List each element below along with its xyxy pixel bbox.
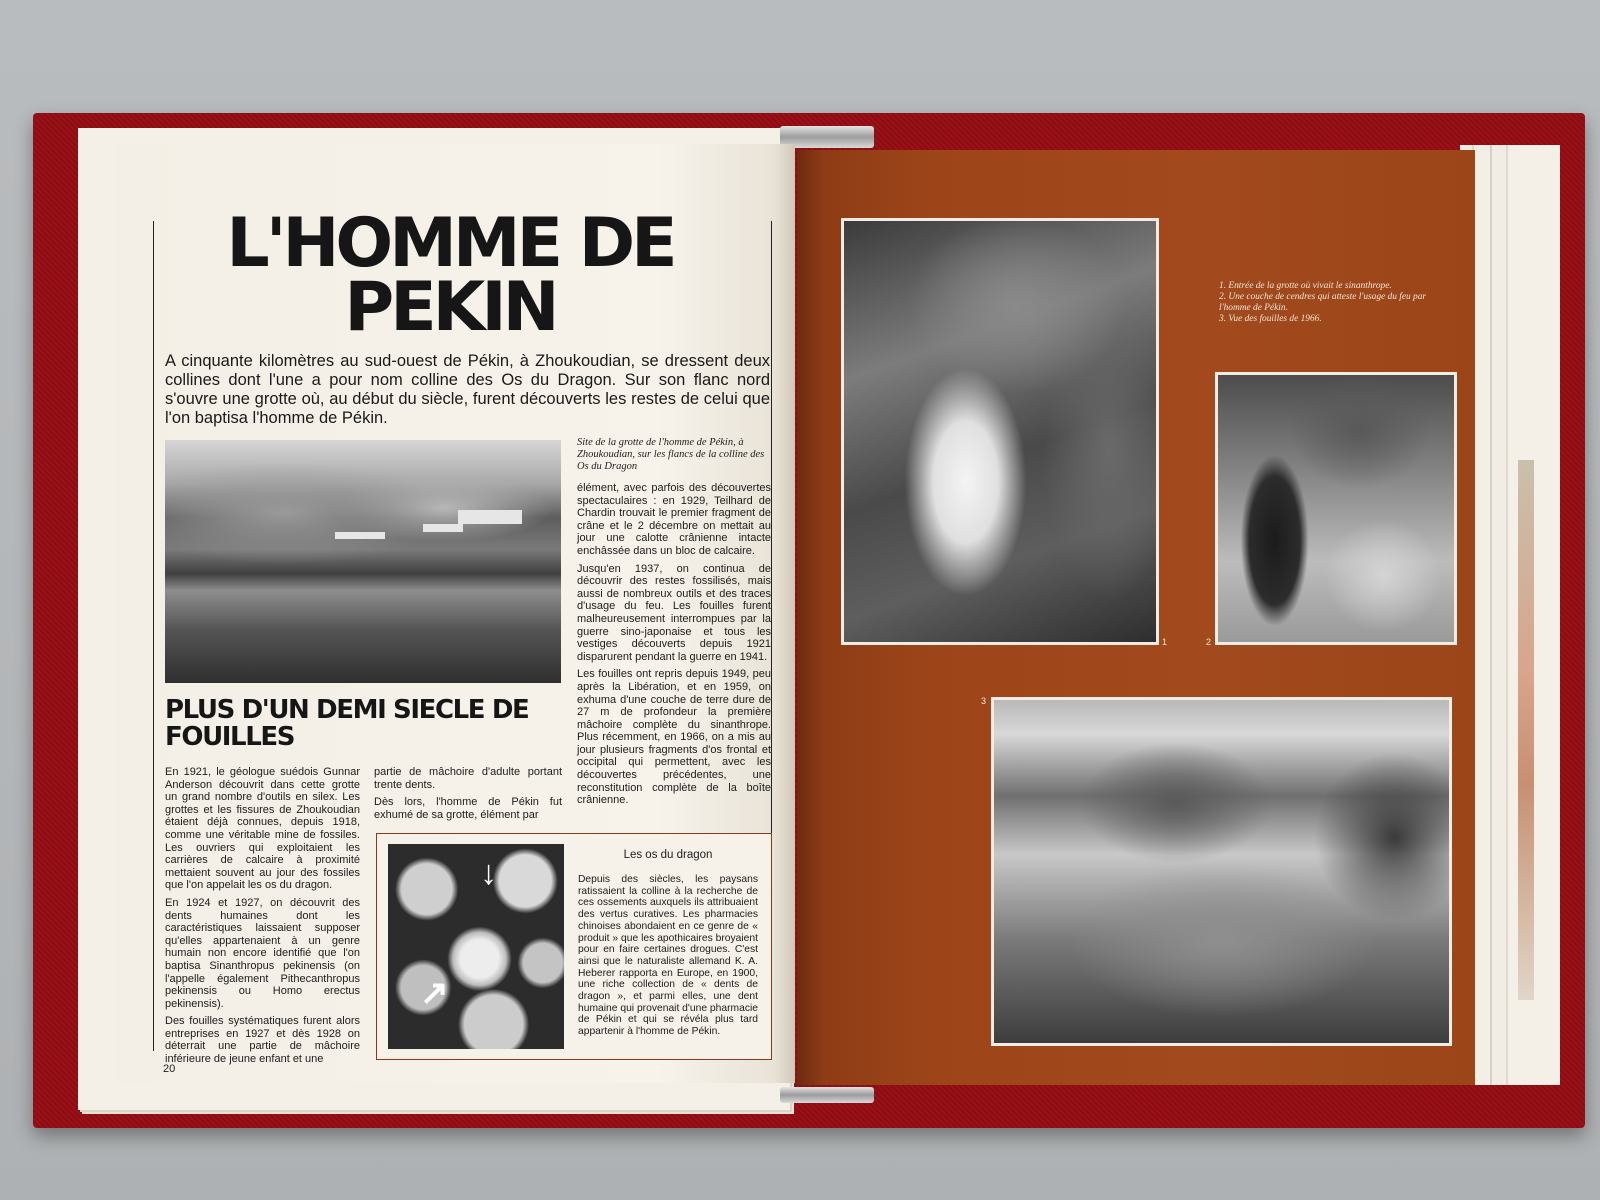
valley-photo-caption: Site de la grotte de l'homme de Pékin, à Zhoukoudian, sur les flancs de la colline des Os du Dragon (577, 437, 765, 472)
cave-entrance-photo (841, 218, 1159, 645)
paragraph: partie de mâchoire d'adulte portant trente dents. (374, 766, 562, 791)
page-stack-right (1460, 145, 1560, 1085)
photo-number: 3 (981, 696, 987, 706)
down-arrow-icon: ↓ (480, 854, 497, 892)
article-column-b (374, 766, 562, 826)
paragraph: Jusqu'en 1937, on continua de découvrir des restes fossilisés, mais aussi de nombreux outils et des traces d'usage du feu. Les fouilles furent malheureusement interrompues par la guerre sino-japonaise et tous les vestiges découverts depuis 1921 disparurent pendant la guerre en 1941. (577, 562, 771, 663)
caption-line: 2. Une couche de cendres qui atteste l'usage du feu par l'homme de Pékin. (1219, 292, 1427, 313)
paragraph: Dès lors, l'homme de Pékin fut exhumé de sa grotte, élément par (374, 796, 562, 821)
column-rule-left (153, 221, 154, 1051)
paragraph: En 1924 et 1927, on découvrit des dents humaines dont les caractéristiques laissaient supposer qu'elles appartenaient à un genre humain non encore identifié que l'on baptisa Sinanthropus pekinensis (on l'appelle également Pithecanthropus pekinensis ou Homo erectus pekinensis). (165, 896, 360, 1010)
section-subtitle: PLUS D'UN DEMI SIECLE DE FOUILLES (165, 695, 529, 752)
photo-number: 2 (1206, 637, 1212, 647)
lead-paragraph: A cinquante kilomètres au sud-ouest de Pékin, à Zhoukoudian, se dressent deux collines dont l'une a pour nom colline des Os du Dragon. Sur son flanc nord s'ouvre une grotte où, au début du siècle, furent découverts les restes de celui que l'on baptisa l'homme de Pékin. (165, 352, 770, 427)
dragon-bones-photo (388, 844, 564, 1049)
paragraph: Des fouilles systématiques furent alors entreprises en 1927 et dès 1928 on déterrait une partie de mâchoire inférieure de jeune enfant et une (165, 1015, 360, 1066)
page-number: 20 (163, 1063, 176, 1075)
paragraph: élément, avec parfois des découvertes spectaculaires : en 1929, Teilhard de Chardin trouvait le premier fragment de crâne et le 2 décembre on mettait au jour une calotte crânienne intacte enchâssée dans un bloc de calcaire. (577, 482, 771, 557)
page-title: L'HOMME DE PEKIN (226, 204, 674, 347)
excavation-1966-photo (991, 697, 1452, 1046)
spine-binding-bottom (780, 1087, 874, 1103)
sidebar-title: Les os du dragon (623, 849, 713, 861)
photo-number: 1 (1162, 637, 1168, 647)
paragraph: Les fouilles ont repris depuis 1949, peu après la Libération, et en 1959, on exhuma d'une couche de terre dure de 27 m de profondeur la première mâchoire complète du sinanthrope. Plus récemment, en 1966, on a mis au jour plusieurs fragments d'os frontal et occipital qui permettent, avec les découvertes précédentes, une reconstitution complète de la boîte crânienne. (577, 668, 771, 807)
ash-layer-photo (1215, 372, 1457, 645)
valley-photo (165, 440, 561, 683)
sidebar-text: Depuis des siècles, les paysans ratissaient la colline à la recherche de ces ossements auxquels ils attribuaient des vertus curatives. Les pharmacies chinoises abondaient en ce genre de « produit » que les apothicaires broyaient pour en faire certaines drogues. C'est ainsi que le naturaliste allemand K. A. Heberer rapporta en Europe, en 1900, une riche collection de « dents de dragon », et parmi elles, une dent humaine qui provenait d'une pharmacie de Pékin et qui se révéla plus tard appartenir à l'homme de Pékin. (578, 874, 758, 1038)
article-column-a (165, 766, 360, 1071)
caption-line: 3. Vue des fouilles de 1966. (1219, 314, 1322, 324)
page-edge-image (1518, 460, 1534, 1000)
article-column-right (577, 482, 771, 812)
paragraph: En 1921, le géologue suédois Gunnar Anderson découvrit dans cette grotte un grand nombre d'outils en silex. Les grottes et les fissures de Zhoukoudian étaient déjà connues, depuis 1918, comme une véritable mine de fossiles. Les ouvriers qui exploitaient les carrières de calcaire à proximité mettaient souvent au jour des fossiles que l'on appelait les os du dragon. (165, 766, 360, 892)
up-right-arrow-icon: ↗ (420, 974, 449, 1012)
photo-captions (1219, 281, 1459, 325)
caption-line: 1. Entrée de la grotte où vivait le sinanthrope. (1219, 281, 1392, 291)
